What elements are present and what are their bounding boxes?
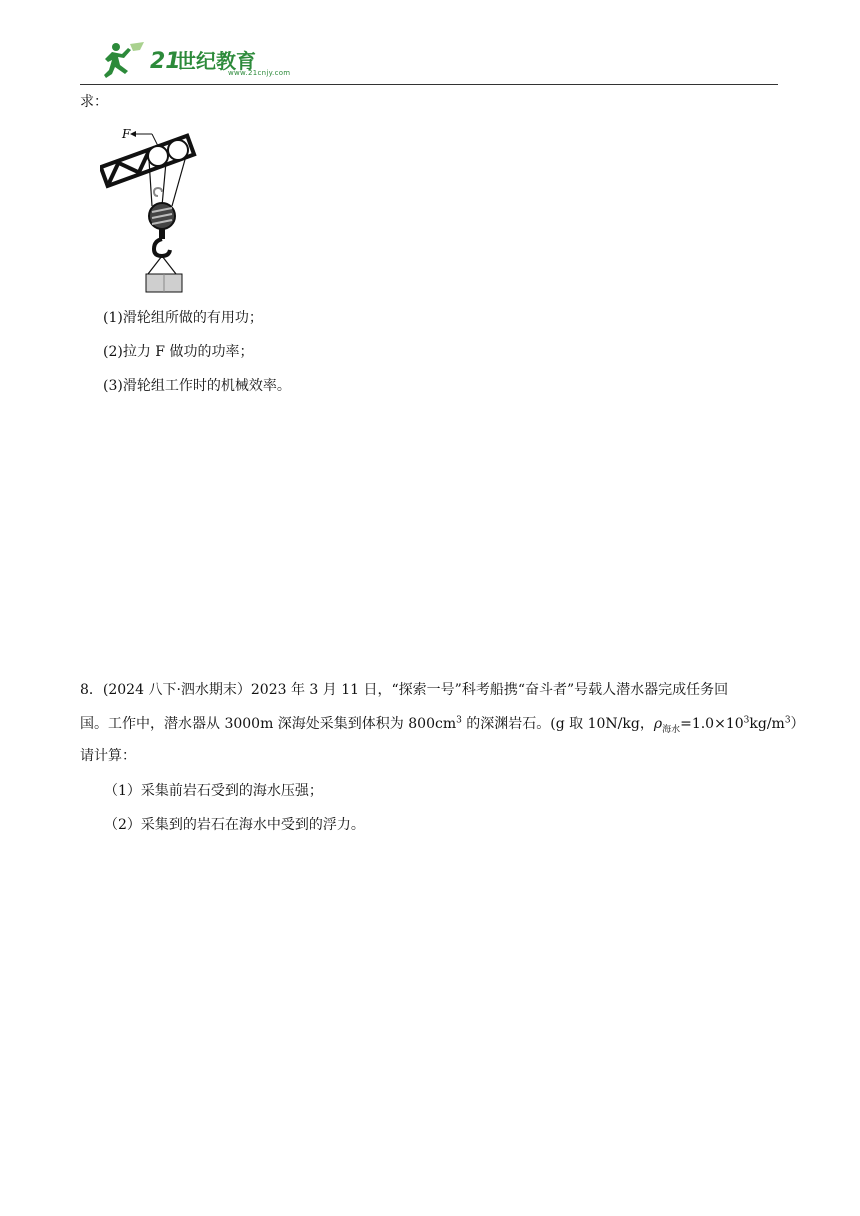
- logo-url: www.21cnjy.com: [228, 69, 291, 77]
- pulley-crane-figure: [100, 122, 210, 294]
- q8-line-2-e: ）: [790, 716, 805, 732]
- q8-line-3: 请计算：: [80, 748, 136, 764]
- q8-line-1: 8．(2024 八下·泗水期末）2023 年 3 月 11 日，“探索一号”科考船携“奋斗者”号载人潜水器完成任务回: [80, 682, 729, 698]
- svg-text:世纪教育: 世纪教育: [176, 49, 256, 73]
- q8-line-2-c: =1.0×10: [680, 716, 744, 732]
- q8-sup-2: 3: [743, 715, 750, 726]
- svg-text:21: 21: [150, 49, 181, 74]
- header-divider: [80, 84, 778, 85]
- q8-item-2: （2）采集到的岩石在海水中受到的浮力。: [104, 817, 365, 833]
- q8-line-2-a: 国。工作中，潜水器从 3000m 深海处采集到体积为 800cm: [80, 716, 457, 732]
- force-label: F: [122, 127, 131, 141]
- rho-subscript: 海水: [662, 724, 681, 735]
- q7-item-1: (1)滑轮组所做的有用功；: [103, 310, 263, 326]
- q7-item-3: (3)滑轮组工作时的机械效率。: [103, 378, 291, 394]
- q8-sup-3: 3: [784, 715, 791, 726]
- page-header: [80, 38, 780, 88]
- q8-line-2: [80, 714, 805, 734]
- rho-symbol: ρ: [653, 716, 663, 732]
- q7-item-2: (2)拉力 F 做功的功率；: [103, 344, 254, 360]
- q7-intro-tail: 求：: [80, 94, 108, 110]
- q8-line-2-d: kg/m: [749, 716, 785, 732]
- q8-item-1: （1）采集前岩石受到的海水压强；: [104, 783, 323, 799]
- q8-sup-1: 3: [456, 715, 462, 726]
- q8-line-2-b: 的深渊岩石。(g 取 10N/kg，: [461, 716, 654, 732]
